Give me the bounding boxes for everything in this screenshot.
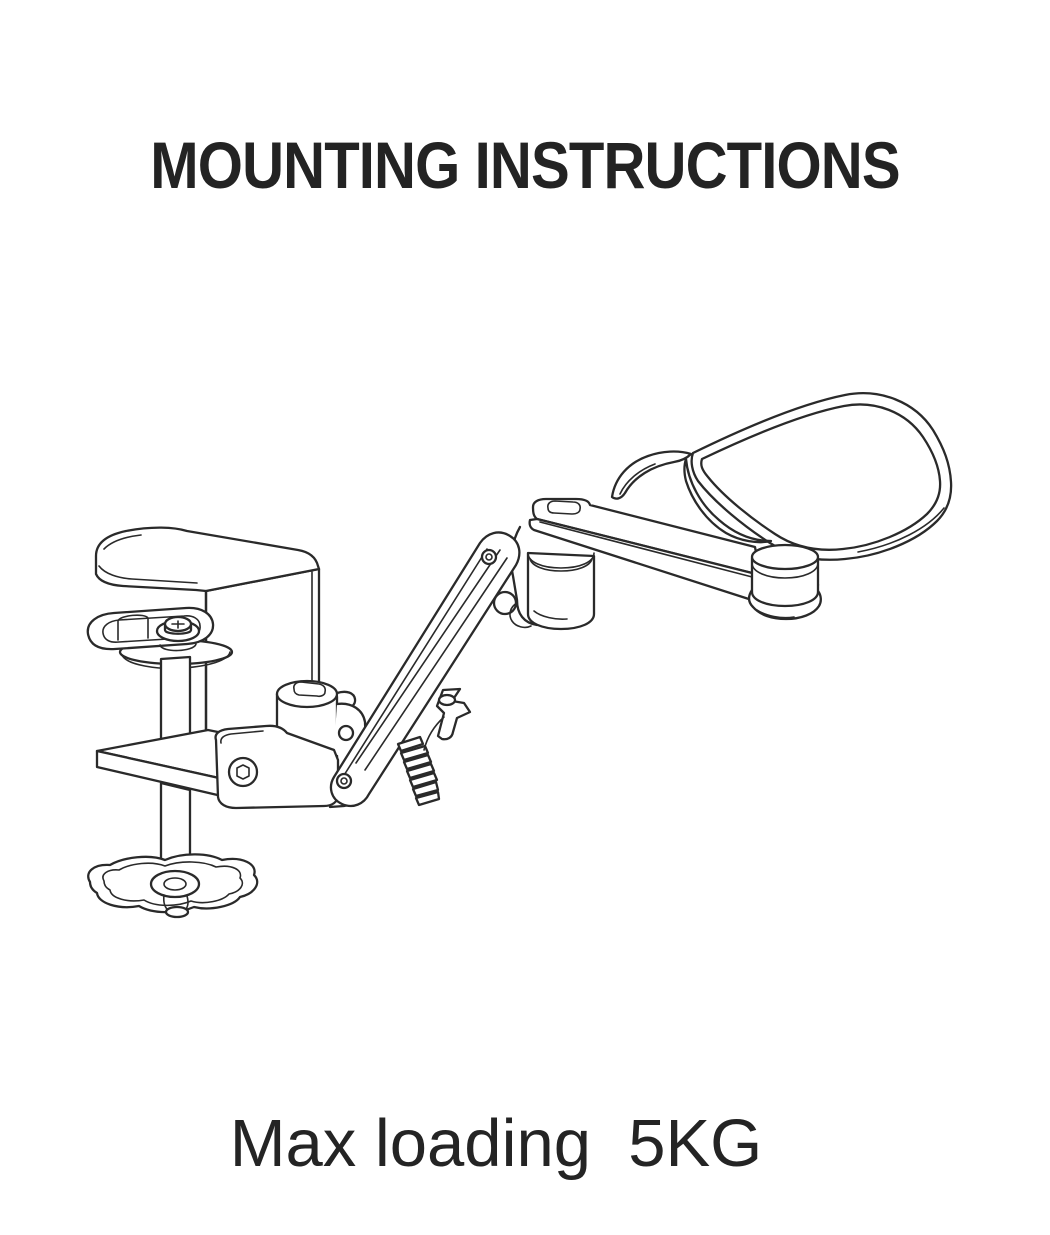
- ratchet-teeth: [398, 737, 439, 805]
- clamp-screw-rod-lower: [161, 783, 190, 862]
- pad-front-lip: [612, 452, 691, 499]
- max-loading-label: Max loading 5KG: [229, 1106, 763, 1181]
- pad-post: [749, 545, 821, 619]
- rotation-cylinder: [528, 553, 594, 629]
- page-title: MOUNTING INSTRUCTIONS: [150, 128, 900, 202]
- star-knob: [88, 854, 257, 917]
- phillips-screw: [229, 758, 257, 786]
- gas-spring-arm: [331, 532, 519, 805]
